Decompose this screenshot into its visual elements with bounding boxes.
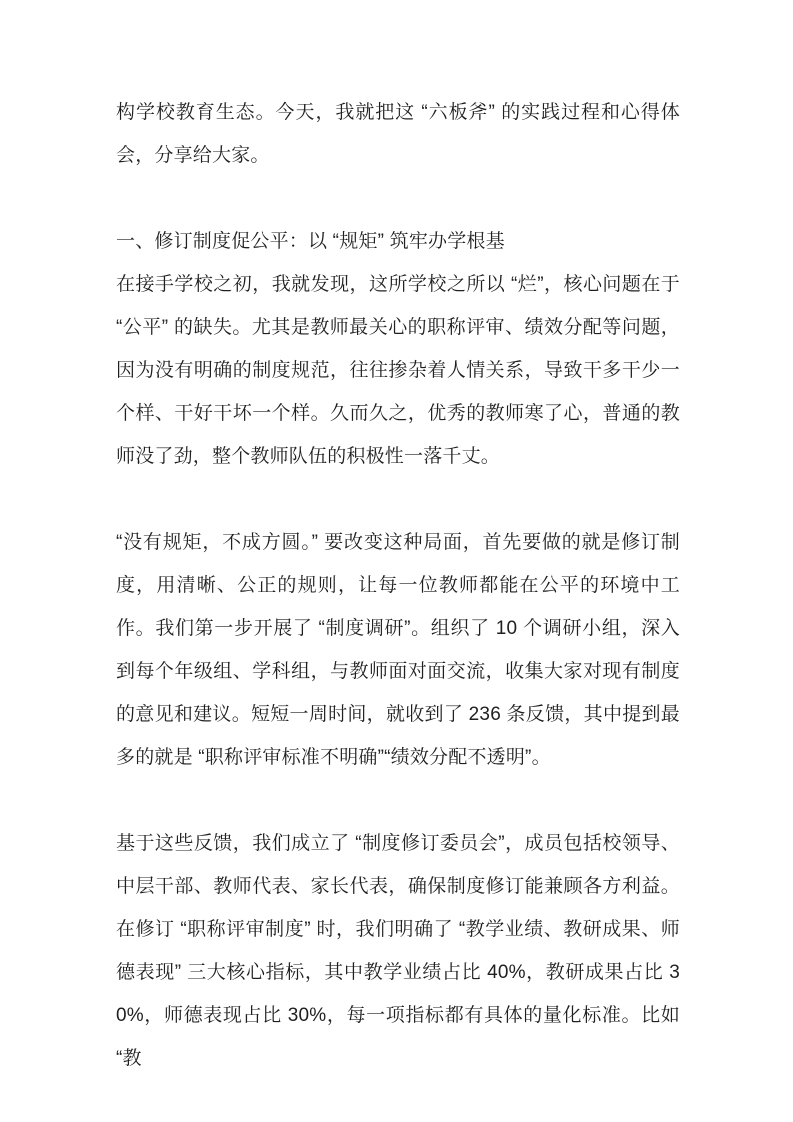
paragraph-intro-continuation: 构学校教育生态。今天，我就把这 “六板斧” 的实践过程和心得体会，分享给大家。 (116, 102, 680, 166)
paragraph-revision-committee: 基于这些反馈，我们成立了 “制度修订委员会”，成员包括校领导、中层干部、教师代表、家长代表，确保制度修订能兼顾各方利益。在修订 “职称评审制度” 时，我们明确了 “教学业绩、教研成果、师德表现” 三大核心指标，其中教学业绩占比 40%，教研成果占比 30%，师德表现占比 30%，每一项指标都有具体的量化标准。比如“教 (116, 833, 680, 1069)
paragraph-institution-survey: “没有规矩，不成方圆。” 要改变这种局面，首先要做的就是修订制度，用清晰、公正的规则，让每一位教师都能在公平的环境中工作。我们第一步开展了 “制度调研”。组织了 10 个调研小组，深入到每个年级组、学科组，与教师面对面交流，收集大家对现有制度的意见和建议。短短一周时间，就收到了 236 条反馈，其中提到最多的就是 “职称评审标准不明确”“绩效分配不透明”。 (116, 532, 680, 768)
paragraph-problem-description: 在接手学校之初，我就发现，这所学校之所以 “烂”，核心问题在于 “公平” 的缺失。尤其是教师最关心的职称评审、绩效分配等问题，因为没有明确的制度规范，往往掺杂着人情关系，导致干多干少一个样、干好干坏一个样。久而久之，优秀的教师寒了心，普通的教师没了劲，整个教师队伍的积极性一落千丈。 (116, 274, 680, 467)
section-heading: 一、修订制度促公平：以 “规矩” 筑牢办学根基 (116, 231, 505, 252)
